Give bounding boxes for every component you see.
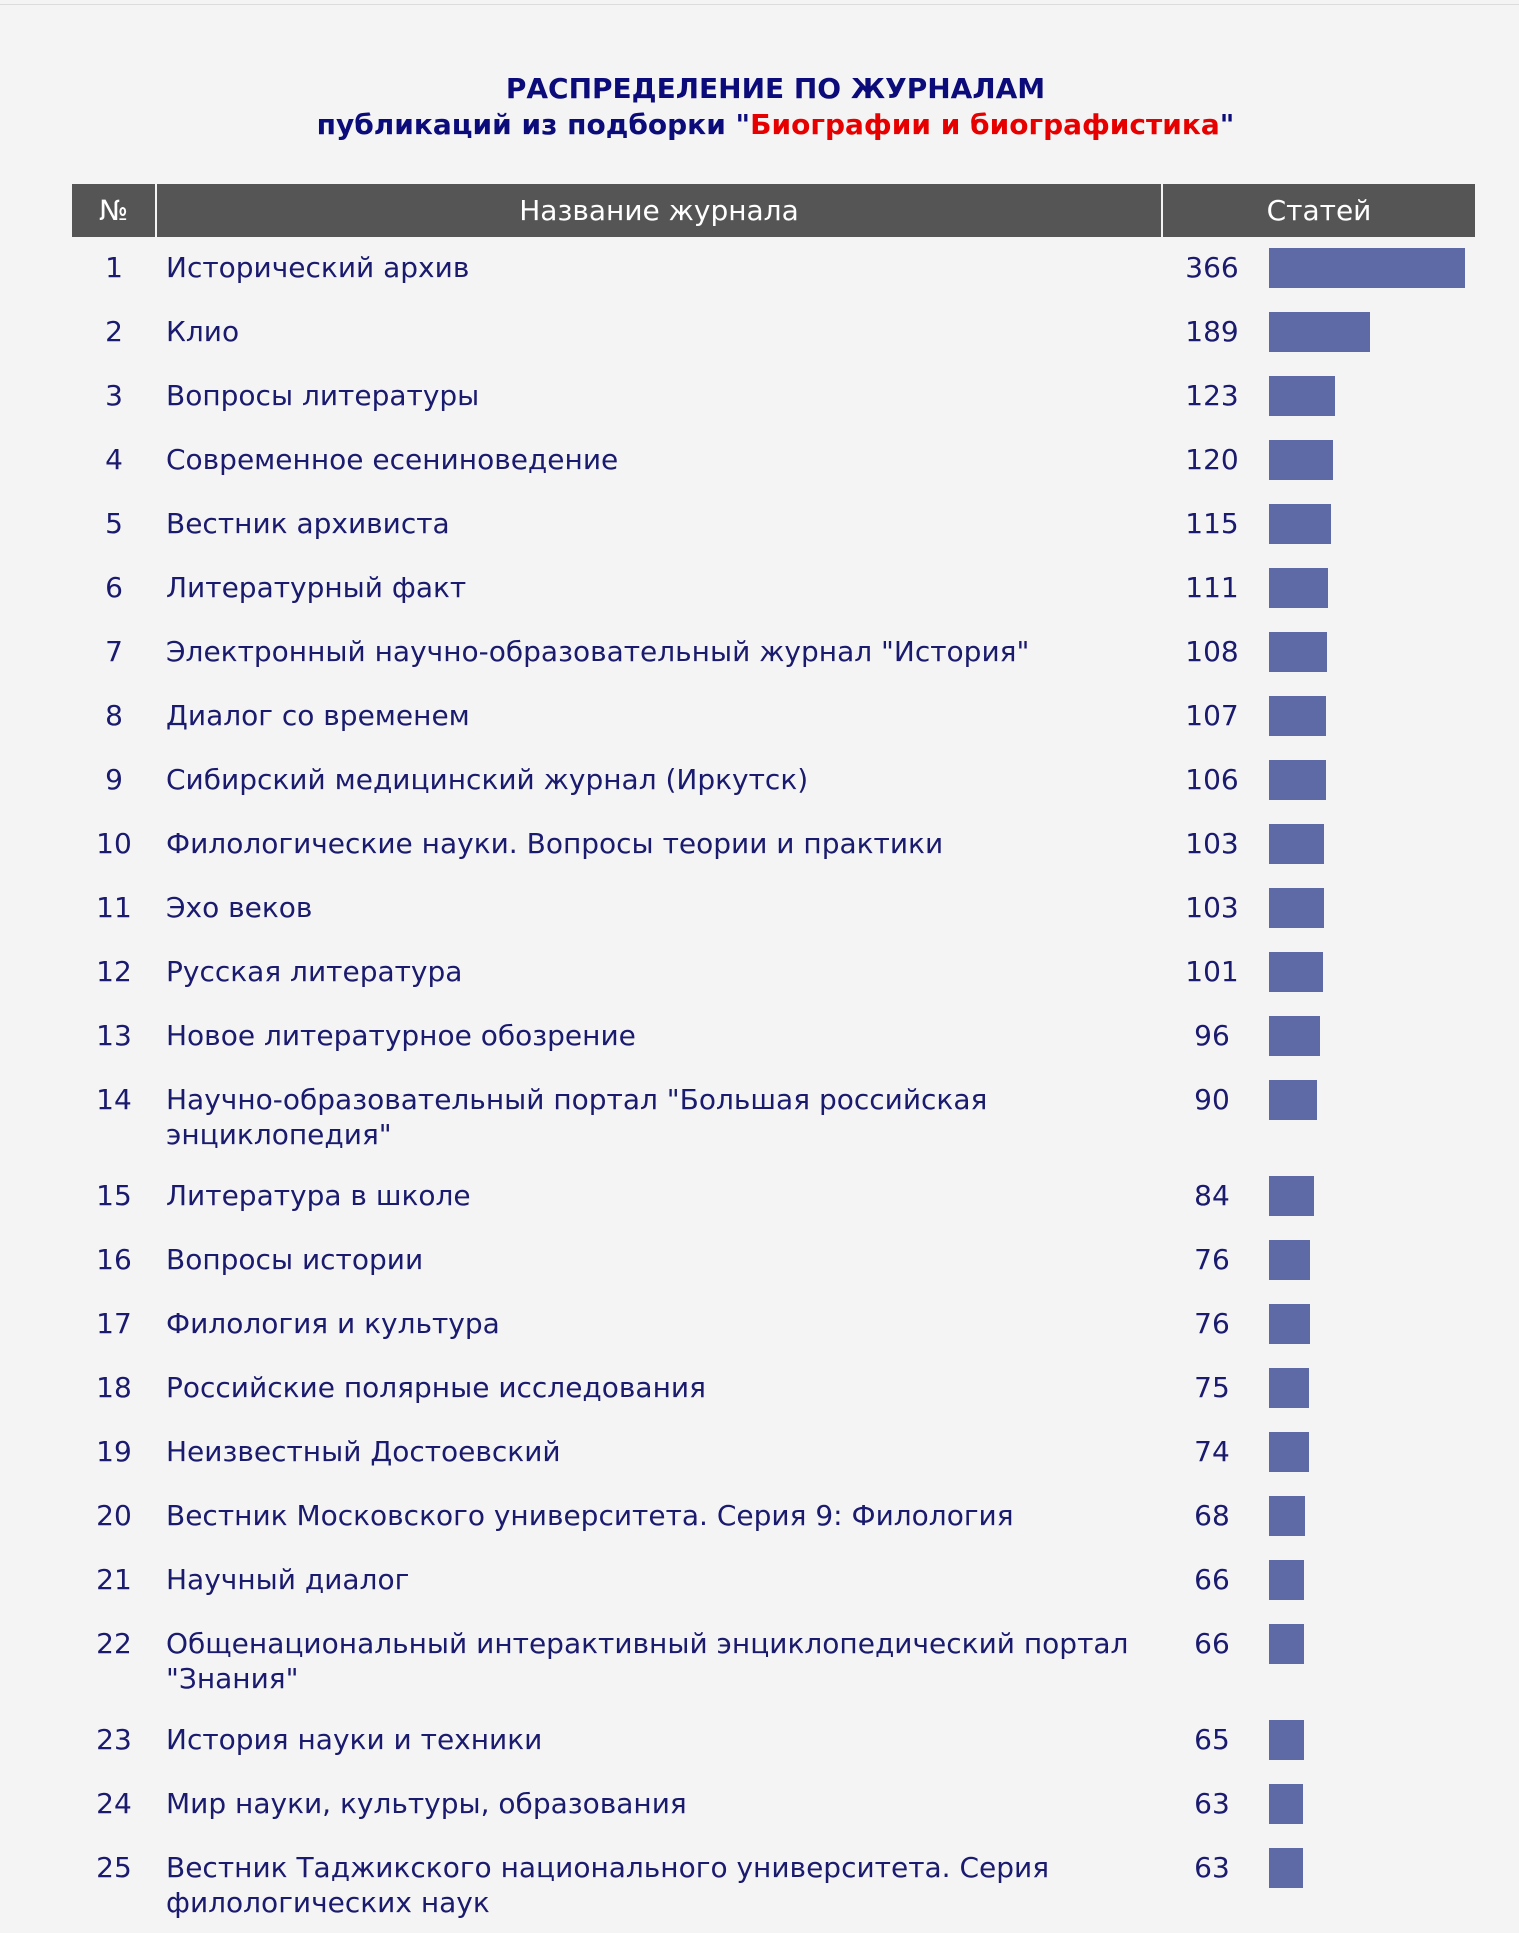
journal-name: Вестник архивиста [166,507,450,540]
article-count: 96 [1194,1019,1230,1052]
row-number: 24 [96,1787,132,1820]
row-number: 9 [105,763,123,796]
row-number: 4 [105,443,123,476]
subtitle-suffix: " [1219,108,1235,141]
row-number: 19 [96,1435,132,1468]
article-count: 74 [1194,1435,1230,1468]
table-row [72,685,1475,749]
count-bar [1269,1432,1309,1472]
article-count: 189 [1185,315,1239,348]
subtitle-prefix: публикаций из подборки " [316,108,751,141]
header-num: № [72,184,156,237]
count-bar [1269,376,1335,416]
row-number: 25 [96,1851,132,1884]
article-count: 103 [1185,827,1239,860]
table-row [72,1421,1475,1485]
row-number: 20 [96,1499,132,1532]
article-count: 366 [1185,251,1239,284]
article-count: 115 [1185,507,1239,540]
journal-name: Русская литература [166,955,463,988]
count-bar [1269,312,1370,352]
bar-cell [1262,1229,1475,1293]
article-count: 108 [1185,635,1239,668]
table-row [72,237,1475,301]
count-bar [1269,760,1326,800]
table-row [72,813,1475,877]
count-bar [1269,1848,1303,1888]
journal-name: Мир науки, культуры, образования [166,1787,687,1820]
bar-cell [1262,877,1475,941]
bar-cell [1262,237,1475,301]
article-count: 107 [1185,699,1239,732]
table-row [72,429,1475,493]
bar-cell [1262,365,1475,429]
row-number: 11 [96,891,132,924]
article-count: 90 [1194,1083,1230,1116]
table-row [72,1293,1475,1357]
count-bar [1269,248,1465,288]
journal-name: Общенациональный интерактивный энциклопедический портал "Знания" [166,1627,1129,1695]
journal-name: Научный диалог [166,1563,410,1596]
row-number: 17 [96,1307,132,1340]
bar-cell [1262,1421,1475,1485]
count-bar [1269,440,1333,480]
bar-cell [1262,1069,1475,1165]
journal-name: Научно-образовательный портал "Большая российская энциклопедия" [166,1083,988,1151]
journal-name: Неизвестный Достоевский [166,1435,561,1468]
count-bar [1269,1016,1320,1056]
table-row [72,1485,1475,1549]
row-number: 12 [96,955,132,988]
table-row [72,749,1475,813]
journal-name: Исторический архив [166,251,470,284]
count-bar [1269,696,1326,736]
bar-cell [1262,685,1475,749]
article-count: 63 [1194,1787,1230,1820]
bar-cell [1262,1005,1475,1069]
journal-name: Сибирский медицинский журнал (Иркутск) [166,763,809,796]
row-number: 13 [96,1019,132,1052]
article-count: 84 [1194,1179,1230,1212]
row-number: 15 [96,1179,132,1212]
row-number: 2 [105,315,123,348]
row-number: 22 [96,1627,132,1660]
count-bar [1269,1240,1310,1280]
journal-name: Вопросы истории [166,1243,424,1276]
article-count: 68 [1194,1499,1230,1532]
bar-cell [1262,1485,1475,1549]
table-row [72,493,1475,557]
table-row [72,1549,1475,1613]
count-bar [1269,1720,1304,1760]
row-number: 18 [96,1371,132,1404]
table-row [72,301,1475,365]
article-count: 66 [1194,1563,1230,1596]
row-number: 10 [96,827,132,860]
count-bar [1269,824,1324,864]
table-row [72,1613,1475,1709]
article-count: 103 [1185,891,1239,924]
journal-name: Литература в школе [166,1179,471,1212]
table-row [72,1069,1475,1165]
journal-name: Современное есениноведение [166,443,619,476]
table-row [72,941,1475,1005]
journal-name: Литературный факт [166,571,467,604]
article-count: 120 [1185,443,1239,476]
bar-cell [1262,1837,1475,1933]
bar-cell [1262,1357,1475,1421]
journals-table [72,184,1475,1933]
count-bar [1269,1560,1304,1600]
count-bar [1269,1080,1317,1120]
bar-cell [1262,621,1475,685]
bar-cell [1262,1293,1475,1357]
article-count: 101 [1185,955,1239,988]
row-number: 16 [96,1243,132,1276]
bar-cell [1262,1613,1475,1709]
table-row [72,1165,1475,1229]
subtitle-highlight: Биографии и биографистика [750,108,1220,141]
journal-name: Новое литературное обозрение [166,1019,636,1052]
table-row [72,1357,1475,1421]
count-bar [1269,952,1323,992]
table-row [72,1773,1475,1837]
row-number: 7 [105,635,123,668]
bar-cell [1262,557,1475,621]
header-count: Статей [1162,184,1475,237]
table-row [72,1709,1475,1773]
table-body [72,237,1475,1933]
row-number: 5 [105,507,123,540]
bar-cell [1262,813,1475,877]
top-divider [0,4,1519,5]
row-number: 1 [105,251,123,284]
journal-name: Филологические науки. Вопросы теории и практики [166,827,944,860]
journal-name: Вестник Московского университета. Серия 9: Филология [166,1499,1014,1532]
row-number: 3 [105,379,123,412]
count-bar [1269,1368,1309,1408]
table-row [72,621,1475,685]
count-bar [1269,1496,1305,1536]
journal-name: Филология и культура [166,1307,500,1340]
journal-name: Электронный научно-образовательный журнал "История" [166,635,1030,668]
count-bar [1269,1784,1303,1824]
row-number: 21 [96,1563,132,1596]
row-number: 6 [105,571,123,604]
journal-name: Эхо веков [166,891,313,924]
table-row [72,365,1475,429]
bar-cell [1262,429,1475,493]
count-bar [1269,568,1328,608]
bar-cell [1262,493,1475,557]
row-number: 14 [96,1083,132,1116]
journal-name: История науки и техники [166,1723,543,1756]
journal-name: Российские полярные исследования [166,1371,706,1404]
header-name: Название журнала [156,184,1162,237]
article-count: 63 [1194,1851,1230,1884]
article-count: 106 [1185,763,1239,796]
article-count: 111 [1185,571,1239,604]
journal-name: Вестник Таджикского национального университета. Серия филологических наук [166,1851,1050,1919]
count-bar [1269,1304,1310,1344]
bar-cell [1262,1709,1475,1773]
journal-name: Клио [166,315,240,348]
count-bar [1269,504,1331,544]
table-row [72,557,1475,621]
article-count: 123 [1185,379,1239,412]
table-row [72,877,1475,941]
count-bar [1269,1176,1314,1216]
bar-cell [1262,749,1475,813]
row-number: 8 [105,699,123,732]
article-count: 66 [1194,1627,1230,1660]
bar-cell [1262,301,1475,365]
count-bar [1269,632,1327,672]
journal-name: Вопросы литературы [166,379,480,412]
bar-cell [1262,1165,1475,1229]
bar-cell [1262,1773,1475,1837]
article-count: 75 [1194,1371,1230,1404]
bar-cell [1262,941,1475,1005]
bar-cell [1262,1549,1475,1613]
row-number: 23 [96,1723,132,1756]
table-header-row [72,184,1475,237]
journal-name: Диалог со временем [166,699,470,732]
table-row [72,1005,1475,1069]
article-count: 76 [1194,1307,1230,1340]
article-count: 65 [1194,1723,1230,1756]
article-count: 76 [1194,1243,1230,1276]
page-title: РАСПРЕДЕЛЕНИЕ ПО ЖУРНАЛАМ [505,72,1046,105]
table-row [72,1229,1475,1293]
page-subtitle [0,108,1519,141]
count-bar [1269,888,1324,928]
table-row [72,1837,1475,1933]
count-bar [1269,1624,1304,1664]
